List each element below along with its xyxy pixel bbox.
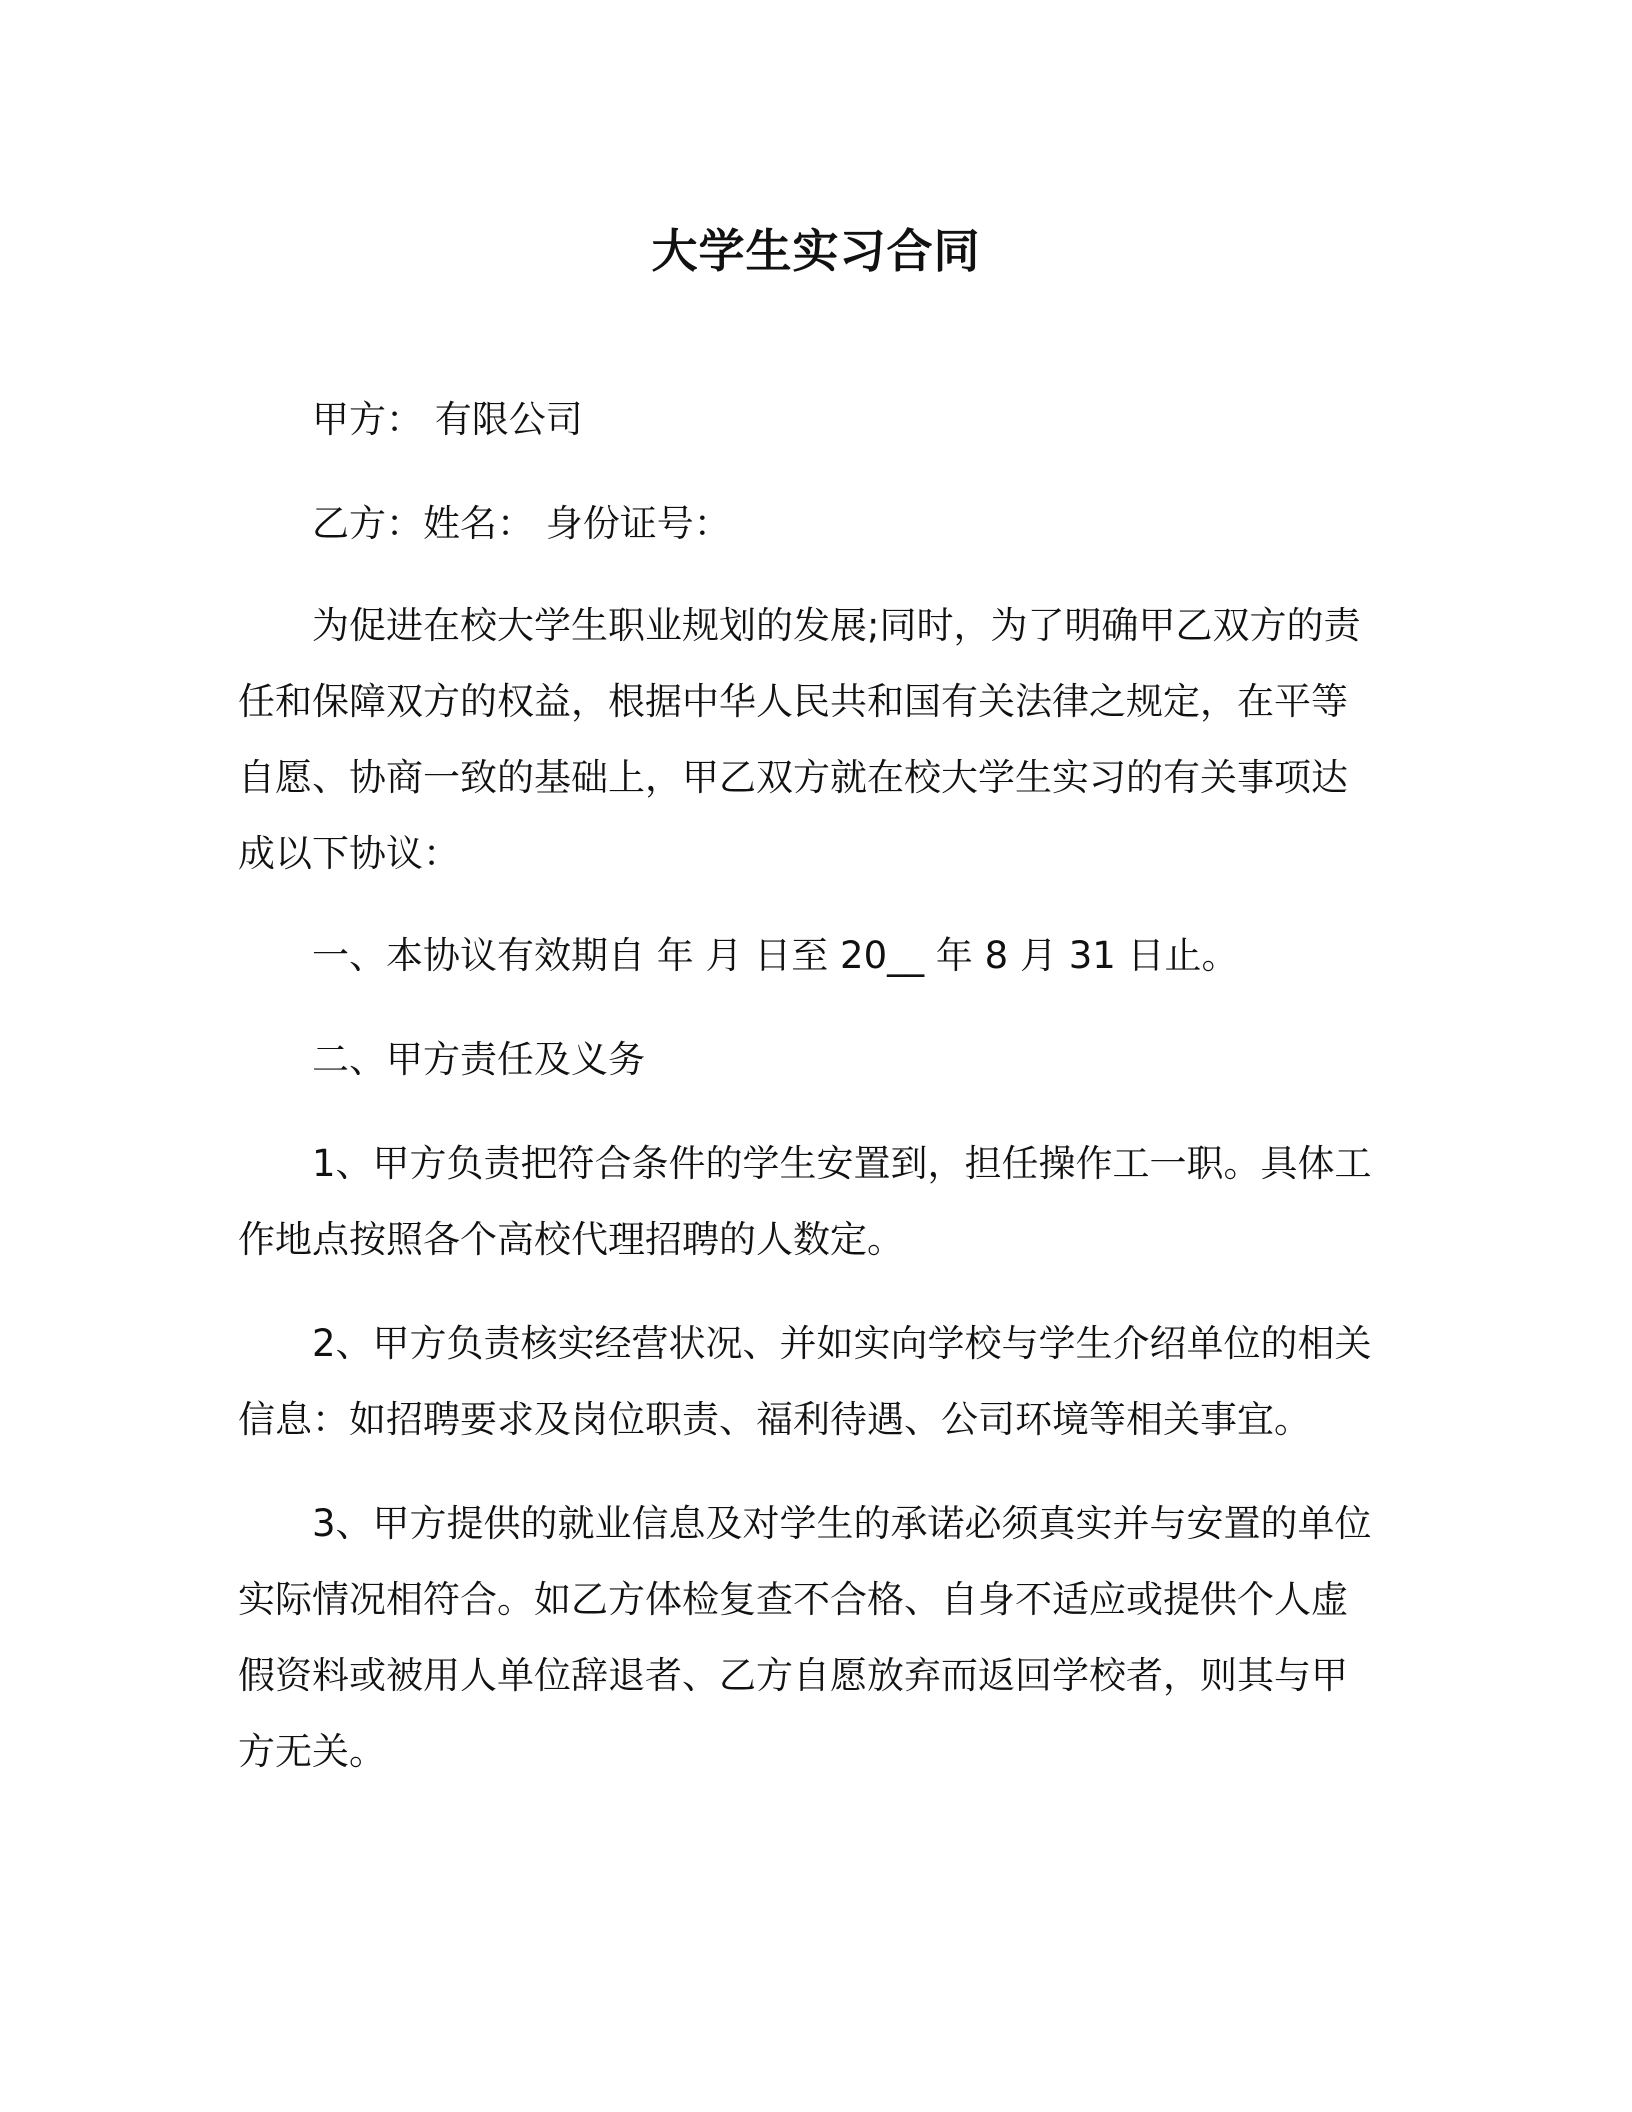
preamble-line-1: 为促进在校大学生职业规划的发展;同时，为了明确甲乙双方的责 <box>312 604 1361 647</box>
clause-3-line-3: 假资料或被用人单位辞退者、乙方自愿放弃而返回学校者，则其与甲 <box>238 1654 1348 1697</box>
clause-3-line-2: 实际情况相符合。如乙方体检复查不合格、自身不适应或提供个人虚 <box>238 1578 1348 1621</box>
clause-1-line-1: 1、甲方负责把符合条件的学生安置到，担任操作工一职。具体工 <box>312 1142 1372 1185</box>
clause-1-line-2: 作地点按照各个高校代理招聘的人数定。 <box>238 1218 904 1261</box>
document-title: 大学生实习合同 <box>651 224 981 278</box>
party-a-line: 甲方： 有限公司 <box>312 398 583 441</box>
party-b-line: 乙方：姓名： 身份证号： <box>312 502 731 545</box>
clause-2-line-2: 信息：如招聘要求及岗位职责、福利待遇、公司环境等相关事宜。 <box>238 1398 1311 1441</box>
clause-3-line-4: 方无关。 <box>238 1730 386 1773</box>
section-1-term: 一、本协议有效期自 年 月 日至 20__ 年 8 月 31 日止。 <box>312 934 1239 977</box>
preamble-line-3: 自愿、协商一致的基础上，甲乙双方就在校大学生实习的有关事项达 <box>238 756 1348 799</box>
clause-2-line-1: 2、甲方负责核实经营状况、并如实向学校与学生介绍单位的相关 <box>312 1322 1372 1365</box>
clause-3-line-1: 3、甲方提供的就业信息及对学生的承诺必须真实并与安置的单位 <box>312 1502 1372 1545</box>
preamble-line-2: 任和保障双方的权益，根据中华人民共和国有关法律之规定，在平等 <box>238 680 1348 723</box>
preamble-line-4: 成以下协议： <box>238 832 460 875</box>
section-2-heading: 二、甲方责任及义务 <box>312 1038 645 1081</box>
